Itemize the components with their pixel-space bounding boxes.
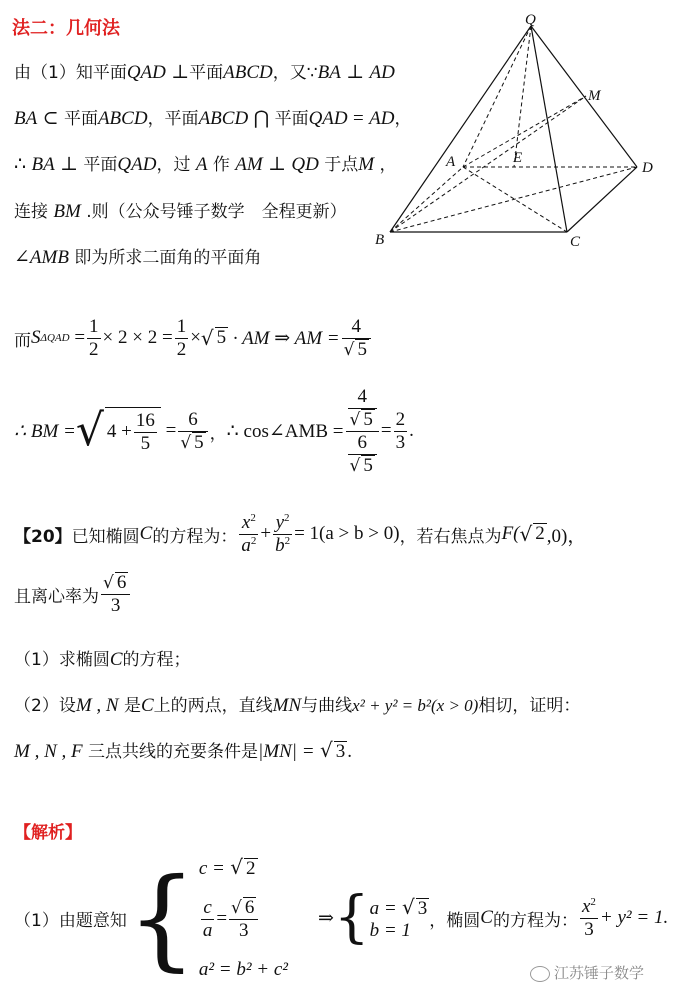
analysis-part-1: （1）由题意知 { c = √ 2 $\frac{c}{a}$ = $\frac{√ 6}{3}$ a² = b² + c² ⇒ { a = √ 3 b = 1 ，椭圆 C 的方程为： $\frac{x^2}{3}$ + y² = 1.	[14, 854, 669, 982]
proof-line-5: ∠AMB 即为所求二面角的平面角	[14, 247, 262, 268]
question-20-part-2: （2）设M , N 是C上的两点，直线MN与曲线x² + y² = b²(x > 0)相切，证明：	[14, 695, 581, 716]
proof-line-4: 连接 BM .则（公众号锤子数学 全程更新）	[14, 201, 347, 222]
label-C: C	[570, 234, 581, 250]
label-M: M	[588, 88, 601, 104]
equation-bm-cos: ∴ BM = √ 4 + $\frac{16}{5}$ = $\frac{6}{√ 5}$ ， ∴ cos∠AMB = $\frac{\frac{4}{√ 5}}{\frac{6}{√ 5}}$ = $\frac{2}{3}$ .	[14, 386, 414, 476]
equation-area: 而 S ΔQAD = $\frac{1}{2}$ × 2 × 2 = $\frac{1}{2}$ × √ 5 · AM ⇒ AM = $\frac{4}{√ 5}$	[14, 316, 373, 361]
proof-line-1: 由（1）知平面QAD ⊥平面ABCD，又∵BA ⊥ AD	[14, 62, 395, 83]
analysis-heading: 【解析】	[14, 823, 82, 843]
question-20-part-2-cont: M , N , F 三点共线的充要条件是|MN| = √ 3 .	[14, 738, 352, 762]
label-B: B	[375, 232, 385, 248]
wechat-icon	[530, 966, 550, 982]
proof-line-2: BA ⊂ 平面ABCD，平面ABCD ⋂ 平面QAD = AD，	[14, 108, 412, 129]
label-D: D	[642, 160, 653, 176]
question-20-line-1: 【20】 已知椭圆 C 的方程为： $\frac{x^2}{a^2}$ + $\frac{y^2}{b^2}$ = 1(a > b > 0) ，若右焦点为 F( √ 2 ,0)，	[14, 512, 587, 556]
pyramid-figure	[370, 14, 670, 254]
label-A: A	[446, 154, 456, 170]
question-20-line-2: 且离心率为 $\frac{√ 6}{3}$	[14, 572, 132, 617]
proof-line-3: ∴ BA ⊥ 平面QAD，过 A 作 AM ⊥ QD 于点M ，	[14, 154, 397, 175]
method-heading: 法二：几何法	[12, 18, 120, 39]
label-E: E	[513, 150, 523, 166]
label-Q: Q	[525, 14, 536, 28]
question-20-part-1: （1）求椭圆C的方程；	[14, 649, 191, 670]
watermark: 江苏锤子数学	[530, 962, 644, 983]
